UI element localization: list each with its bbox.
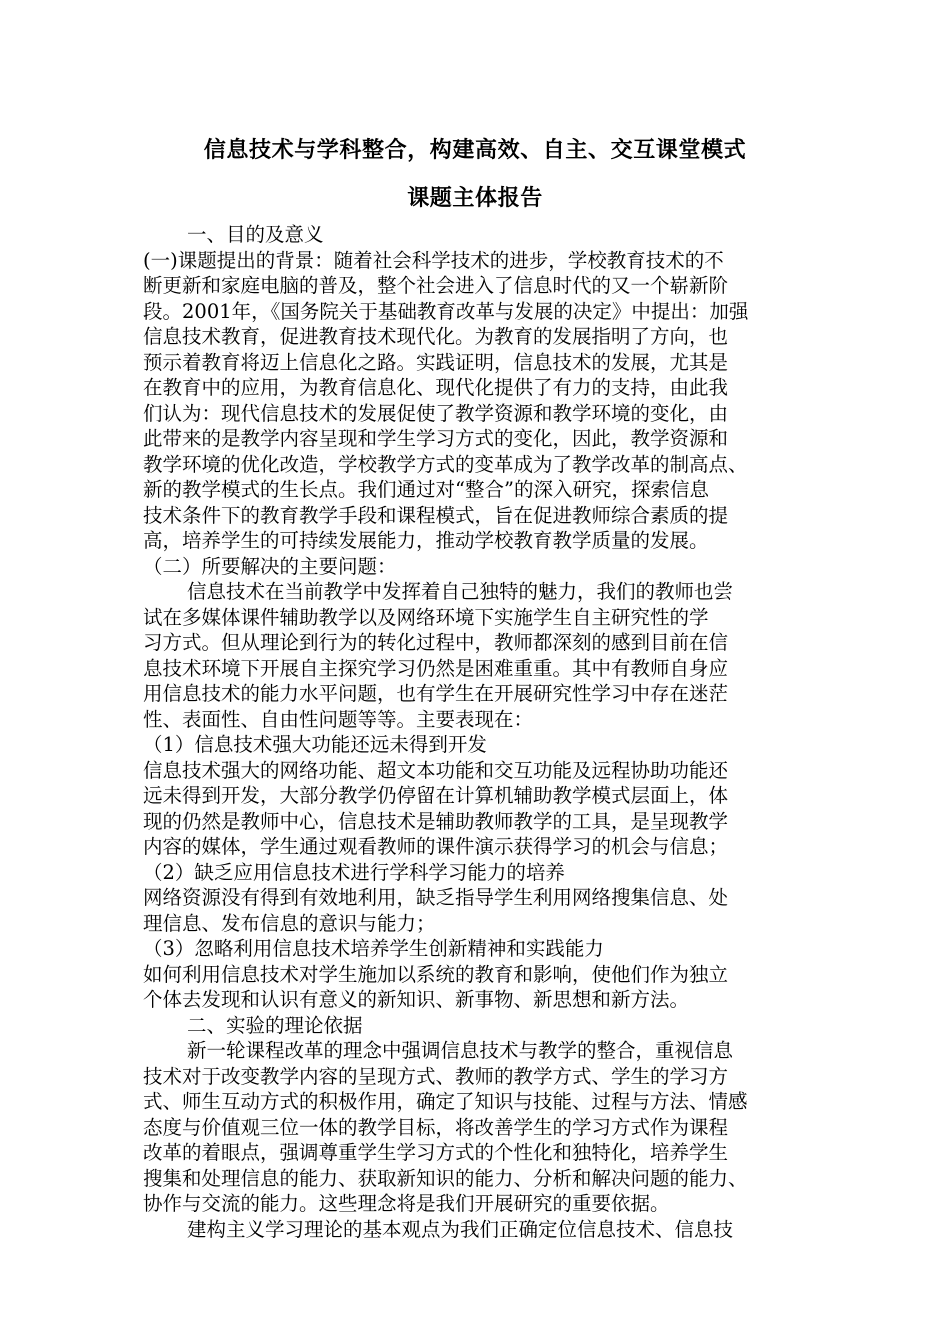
list-item-heading: （1）信息技术强大功能还远未得到开发 xyxy=(143,733,487,756)
paragraph-line: 改革的着眼点，强调尊重学生学习方式的个性化和独特化，培养学生 xyxy=(143,1141,729,1164)
paragraph-line: 试在多媒体课件辅助教学以及网络环境下实施学生自主研究性的学 xyxy=(143,605,709,629)
paragraph-line: 态度与价值观三位一体的教学目标，将改善学生的学习方式作为课程 xyxy=(143,1115,729,1139)
paragraph-line: 性、表面性、自由性问题等等。主要表现在： xyxy=(143,707,534,731)
subsection-heading-problems: （二）所要解决的主要问题： xyxy=(143,554,397,578)
paragraph-line: 教学环境的优化改造，学校教学方式的变革成为了教学改革的制高点、 xyxy=(143,452,748,476)
paragraph-line: 个体去发现和认识有意义的新知识、新事物、新思想和新方法。 xyxy=(143,988,690,1011)
paragraph-line: 理信息、发布信息的意识与能力； xyxy=(143,911,436,935)
paragraph-line: 现的仍然是教师中心，信息技术是辅助教师教学的工具，是呈现教学 xyxy=(143,809,729,833)
section-heading-theory: 二、实验的理论依据 xyxy=(187,1013,363,1037)
document-body xyxy=(143,222,823,1242)
paragraph-line: 搜集和处理信息的能力、获取新知识的能力、分析和解决问题的能力、 xyxy=(143,1166,748,1190)
paragraph-line: 信息技术在当前教学中发挥着自己独特的魅力，我们的教师也尝 xyxy=(187,580,734,603)
document-subtitle: 课题主体报告 xyxy=(407,186,543,211)
paragraph-line: 新一轮课程改革的理念中强调信息技术与教学的整合，重视信息 xyxy=(187,1039,734,1062)
paragraph-line: 高，培养学生的可持续发展能力，推动学校教育教学质量的发展。 xyxy=(143,529,709,552)
paragraph-line: 段。2001年，《国务院关于基础教育改革与发展的决定》中提出：加强 xyxy=(143,299,749,323)
paragraph-line: 建构主义学习理论的基本观点为我们正确定位信息技术、信息技 xyxy=(187,1217,734,1241)
paragraph-line: 息技术环境下开展自主探究学习仍然是困难重重。其中有教师自身应 xyxy=(143,656,729,680)
paragraph-line: 协作与交流的能力。这些理念将是我们开展研究的重要依据。 xyxy=(143,1192,670,1215)
paragraph-line: 断更新和家庭电脑的普及，整个社会进入了信息时代的又一个崭新阶 xyxy=(143,274,729,297)
paragraph-line: 式、师生互动方式的积极作用，确定了知识与技能、过程与方法、情感 xyxy=(143,1090,748,1113)
paragraph-line: 用信息技术的能力水平问题，也有学生在开展研究性学习中存在迷茫 xyxy=(143,682,729,705)
paragraph-line: 网络资源没有得到有效地利用，缺乏指导学生利用网络搜集信息、处 xyxy=(143,886,729,909)
paragraph-line: 如何利用信息技术对学生施加以系统的教育和影响，使他们作为独立 xyxy=(143,962,729,986)
paragraph-line: 内容的媒体，学生通过观看教师的课件演示获得学习的机会与信息； xyxy=(143,835,729,858)
paragraph-line: 信息技术教育，促进教育技术现代化。为教育的发展指明了方向，也 xyxy=(143,325,729,348)
paragraph-line: 们认为：现代信息技术的发展促使了教学资源和教学环境的变化，由 xyxy=(143,401,729,425)
section-heading-purpose: 一、目的及意义 xyxy=(187,223,324,246)
paragraph-line: (一)课题提出的背景：随着社会科学技术的进步，学校教育技术的不 xyxy=(143,248,724,272)
paragraph-line: 新的教学模式的生长点。我们通过对“整合”的深入研究，探索信息 xyxy=(143,478,709,501)
list-item-heading: （3）忽略利用信息技术培养学生创新精神和实践能力 xyxy=(143,937,604,960)
paragraph-line: 在教育中的应用，为教育信息化、现代化提供了有力的支持，由此我 xyxy=(143,376,729,399)
paragraph-line: 信息技术强大的网络功能、超文本功能和交互功能及远程协助功能还 xyxy=(143,758,729,782)
paragraph-line: 此带来的是教学内容呈现和学生学习方式的变化，因此，教学资源和 xyxy=(143,427,729,450)
paragraph-line: 技术条件下的教育教学手段和课程模式，旨在促进教师综合素质的提 xyxy=(143,503,729,527)
document-title: 信息技术与学科整合，构建高效、自主、交互课堂模式 xyxy=(203,138,747,163)
list-item-heading: （2）缺乏应用信息技术进行学科学习能力的培养 xyxy=(143,860,565,884)
paragraph-line: 习方式。但从理论到行为的转化过程中，教师都深刻的感到目前在信 xyxy=(143,631,729,654)
paragraph-line: 技术对于改变教学内容的呈现方式、教师的教学方式、学生的学习方 xyxy=(143,1064,729,1088)
paragraph-line: 远未得到开发，大部分教学仍停留在计算机辅助教学模式层面上，体 xyxy=(143,784,729,807)
paragraph-line: 预示着教育将迈上信息化之路。实践证明，信息技术的发展，尤其是 xyxy=(143,350,729,374)
